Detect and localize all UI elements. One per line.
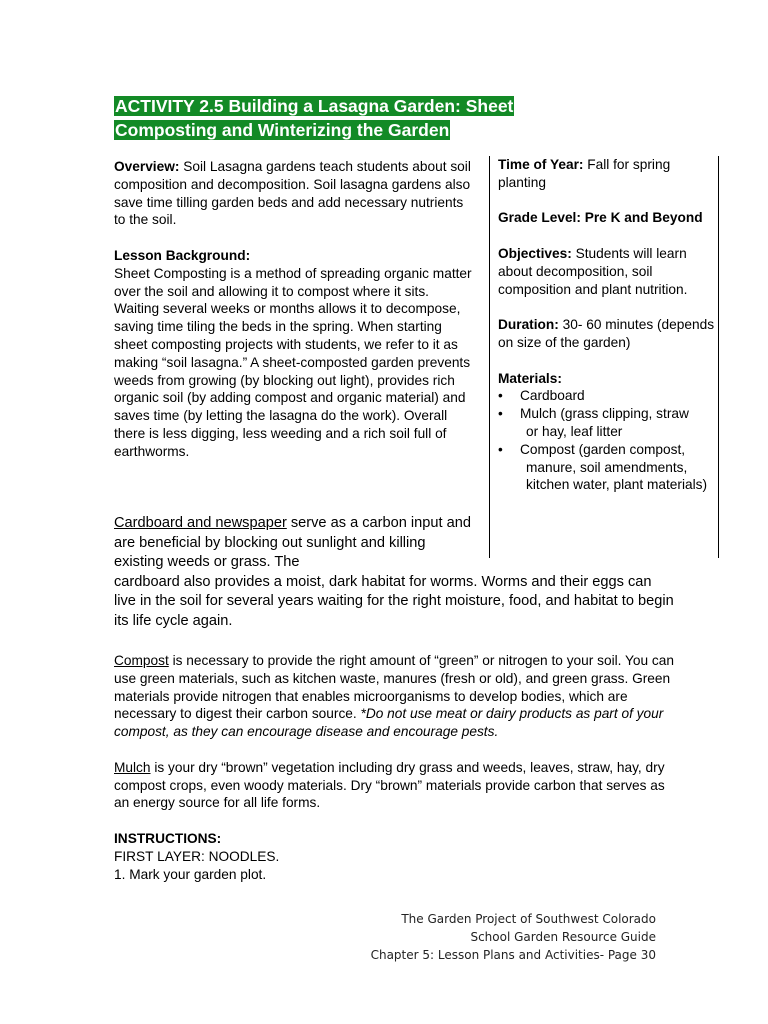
mulch-term: Mulch: [114, 759, 151, 775]
compost-term: Compost: [114, 653, 169, 668]
material-first: Mulch (grass clipping, straw: [520, 406, 689, 422]
title-line-2: Composting and Winterizing the Garden: [115, 120, 450, 140]
compost-text: is necessary to provide the right amount of “green” or nitrogen to your soil. You can use green materials, such as kitchen waste, manures (fresh or old), and green grass. Green materials provide nitrogen that enables microorganisms to develop bodies, which are necessary to digest their carbon source.: [114, 653, 674, 722]
footer-line-3: Chapter 5: Lesson Plans and Activities- Page 30: [370, 948, 656, 962]
overview-label: Overview:: [114, 159, 180, 174]
material-first: Compost (garden compost,: [520, 441, 686, 457]
cardboard-text-narrow: serve as a carbon input and are beneficial by blocking out sunlight and killing existing weeds or grass. The: [114, 515, 471, 571]
footer-line-2: School Garden Resource Guide: [470, 930, 656, 944]
activity-title: [114, 94, 634, 142]
left-column: [114, 158, 476, 461]
overview-paragraph: [114, 158, 476, 229]
cardboard-text-wide: cardboard also provides a moist, dark habitat for worms. Worms and their eggs can live in the soil for several years waiting for the right moisture, food, and habitat to begin its life cycle again.: [114, 573, 674, 629]
cardboard-term: Cardboard and newspaper: [114, 515, 287, 531]
time-label: Time of Year:: [498, 157, 584, 172]
materials-label: Materials:: [498, 370, 562, 386]
duration: [498, 316, 718, 352]
cardboard-paragraph-narrow: [114, 514, 474, 573]
list-item: [498, 405, 718, 441]
time-text: Fall for spring planting: [498, 157, 671, 190]
page-footer: [296, 910, 656, 964]
mulch-text: is your dry “brown” vegetation including dry grass and weeds, leaves, straw, hay, dry compost crops, even woody materials. Dry “brown” materials provide carbon that serves as an energy source for all life forms.: [114, 759, 665, 811]
material-rest: or hay, leaf litter: [526, 423, 623, 439]
list-item: [498, 441, 718, 494]
lower-section: [114, 652, 674, 883]
bullet-icon: •: [498, 406, 503, 422]
background-label: Lesson Background:: [114, 247, 251, 263]
sidebar-box: [489, 156, 719, 558]
duration-text: 30- 60 minutes (depends on size of the garden): [498, 317, 715, 350]
objectives-label: Objectives:: [498, 245, 572, 261]
background-text: Sheet Composting is a method of spreading organic matter over the soil and allowing it to compost where it sits. Waiting several weeks or months allows it to decompose, saving time tiling the beds in the spring. When starting sheet composting projects with students, we refer to it as making “soil lasagna.” A sheet-composted garden prevents weeds from growing (by blocking out light), provides rich organic soil (by adding compost and organic material) and saves time (by letting the lasagna do the work). Overall there is less digging, less weeding and a rich soil full of earthworms.: [114, 265, 472, 459]
bullet-icon: •: [498, 388, 503, 404]
grade-level: Grade Level: Pre K and Beyond: [498, 210, 703, 226]
instructions-layer: FIRST LAYER: NOODLES.: [114, 848, 280, 864]
objectives: [498, 245, 718, 298]
time-of-year: [498, 156, 718, 192]
duration-label: Duration:: [498, 317, 559, 333]
list-item: [498, 387, 718, 405]
instructions-heading: INSTRUCTIONS:: [114, 830, 222, 846]
overview-text: Soil Lasagna gardens teach students about soil composition and decomposition. Soil lasagna gardens also save time tilling garden beds and add necessary nutrients to the soil.: [114, 159, 471, 228]
material-rest: manure, soil amendments, kitchen water, plant materials): [526, 459, 708, 493]
cardboard-section: [114, 514, 674, 632]
objectives-text: Students will learn about decomposition, soil composition and plant nutrition.: [498, 245, 688, 297]
title-line-1: ACTIVITY 2.5 Building a Lasagna Garden: Sheet: [115, 96, 514, 116]
material-first: Cardboard: [520, 388, 585, 404]
instructions-step-1: 1. Mark your garden plot.: [114, 866, 267, 882]
bullet-icon: •: [498, 441, 503, 457]
compost-paragraph: [114, 652, 674, 741]
footer-line-1: The Garden Project of Southwest Colorado: [401, 912, 656, 926]
mulch-paragraph: [114, 759, 674, 812]
materials-list: [498, 387, 718, 494]
compost-warning: *Do not use meat or dairy products as part of your compost, as they can encourage disease and encourage pests.: [114, 706, 664, 740]
